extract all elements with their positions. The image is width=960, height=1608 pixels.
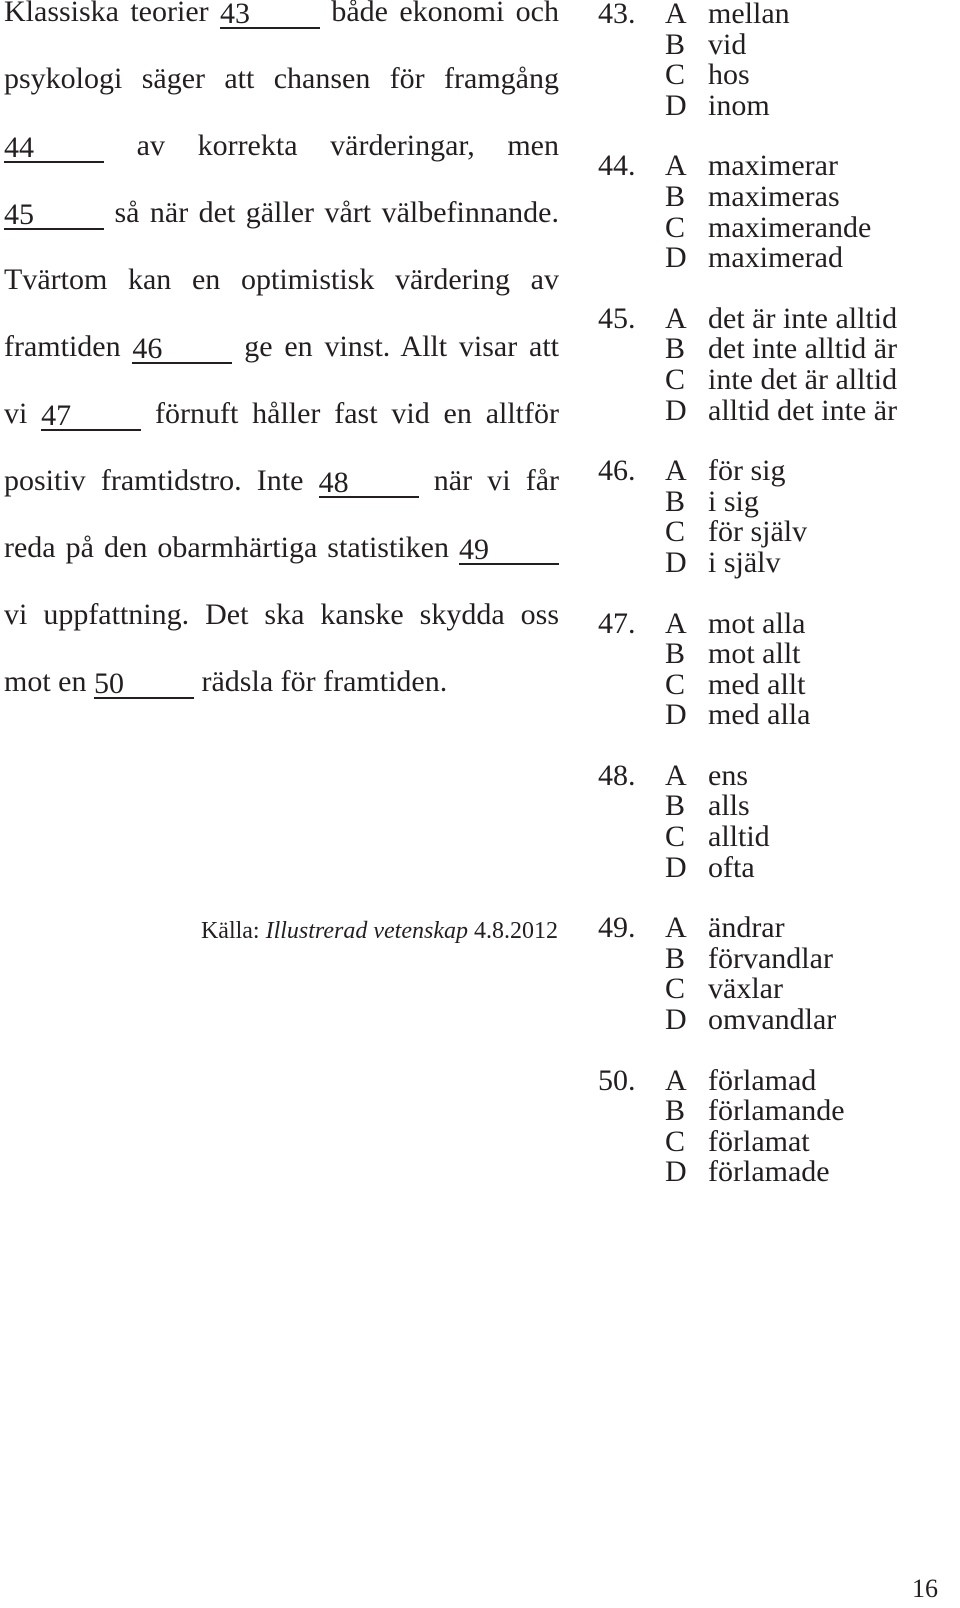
option-text: maximerad bbox=[708, 241, 843, 275]
question-number bbox=[598, 1127, 665, 1158]
answer-option[interactable] bbox=[598, 758, 948, 792]
blank-number: 44 bbox=[4, 131, 34, 164]
question-item bbox=[598, 456, 948, 578]
question-number bbox=[598, 974, 665, 1005]
passage-segment: när vi får reda på den obarmhärtiga statistiken bbox=[4, 464, 559, 564]
answer-option[interactable] bbox=[598, 362, 948, 396]
option-text: omvandlar bbox=[708, 1003, 837, 1037]
question-item bbox=[598, 151, 948, 273]
answer-option[interactable] bbox=[598, 667, 948, 701]
question-number: 50. bbox=[598, 1063, 636, 1097]
source-date: 4.8.2012 bbox=[468, 918, 558, 944]
option-text: mot alla bbox=[708, 606, 806, 640]
question-number bbox=[598, 30, 665, 61]
question-number: 48. bbox=[598, 758, 636, 792]
blank-49[interactable] bbox=[459, 533, 559, 565]
answer-option[interactable] bbox=[598, 179, 948, 213]
passage-segment: både ekonomi och psykologi säger att chansen för framgång bbox=[4, 0, 559, 95]
answer-option[interactable] bbox=[598, 941, 948, 975]
answer-option[interactable] bbox=[598, 0, 948, 30]
option-letter: A bbox=[665, 606, 687, 640]
blank-44[interactable] bbox=[4, 131, 104, 163]
option-text: i själv bbox=[708, 545, 781, 579]
answer-option[interactable] bbox=[598, 850, 948, 884]
answer-option[interactable] bbox=[598, 27, 948, 61]
question-number bbox=[598, 791, 665, 822]
answer-option[interactable] bbox=[598, 210, 948, 244]
question-number bbox=[598, 1005, 665, 1036]
answer-option[interactable] bbox=[598, 974, 948, 1005]
question-number bbox=[598, 670, 665, 701]
option-letter: D bbox=[665, 545, 687, 579]
answer-option[interactable] bbox=[598, 1157, 948, 1188]
passage-segment: av korrekta värderingar, men bbox=[104, 129, 559, 162]
answer-option[interactable] bbox=[598, 791, 948, 822]
option-letter: C bbox=[665, 58, 686, 92]
option-letter: B bbox=[665, 789, 686, 823]
option-text: för själv bbox=[708, 515, 808, 549]
option-letter: C bbox=[665, 667, 686, 701]
question-number bbox=[598, 213, 665, 244]
blank-46[interactable] bbox=[132, 332, 232, 364]
option-text: i sig bbox=[708, 484, 759, 518]
question-item bbox=[598, 606, 948, 732]
answer-option[interactable] bbox=[598, 822, 948, 853]
option-text: mot allt bbox=[708, 637, 801, 671]
option-letter: D bbox=[665, 850, 687, 884]
option-letter: B bbox=[665, 941, 686, 975]
question-number bbox=[598, 60, 665, 91]
question-list bbox=[598, 0, 948, 1218]
question-number bbox=[598, 487, 665, 518]
blank-number: 46 bbox=[132, 332, 163, 365]
option-text: förlamad bbox=[708, 1063, 817, 1097]
option-letter: D bbox=[665, 88, 687, 122]
question-number: 49. bbox=[598, 911, 636, 945]
question-number bbox=[598, 396, 665, 427]
blank-50[interactable] bbox=[94, 667, 194, 699]
blank-number: 50 bbox=[94, 667, 124, 700]
blank-number: 49 bbox=[459, 533, 489, 566]
answer-option[interactable] bbox=[598, 517, 948, 548]
answer-option[interactable] bbox=[598, 393, 948, 427]
blank-number: 43 bbox=[219, 0, 250, 30]
answer-option[interactable] bbox=[598, 606, 948, 640]
option-text: förlamande bbox=[708, 1094, 845, 1128]
blank-47[interactable] bbox=[41, 399, 141, 431]
answer-option[interactable] bbox=[598, 1005, 948, 1036]
option-letter: A bbox=[665, 758, 687, 792]
option-letter: B bbox=[665, 484, 686, 518]
question-item bbox=[598, 301, 948, 427]
passage-text bbox=[4, 0, 559, 715]
blank-43[interactable] bbox=[220, 0, 320, 29]
option-text: förlamade bbox=[708, 1155, 830, 1189]
option-letter: B bbox=[665, 332, 686, 366]
question-item bbox=[598, 913, 948, 1035]
question-number bbox=[598, 1157, 665, 1188]
option-text: det inte alltid är bbox=[708, 332, 898, 366]
option-letter: C bbox=[665, 972, 686, 1006]
option-text: med allt bbox=[708, 667, 806, 701]
option-letter: A bbox=[665, 911, 687, 945]
option-letter: C bbox=[665, 362, 686, 396]
option-letter: B bbox=[665, 1094, 686, 1128]
question-number bbox=[598, 822, 665, 853]
answer-option[interactable] bbox=[598, 1096, 948, 1127]
option-letter: C bbox=[665, 515, 686, 549]
option-text: maximerar bbox=[708, 149, 838, 183]
answer-option[interactable] bbox=[598, 913, 948, 944]
option-text: ändrar bbox=[708, 911, 785, 945]
question-item bbox=[598, 1063, 948, 1189]
passage-segment: så när det gäller vårt välbefinnande. Tvärtom kan en optimistisk värdering av framtiden bbox=[4, 196, 559, 363]
option-text: alltid det inte är bbox=[708, 393, 898, 427]
option-text: mellan bbox=[708, 0, 790, 30]
option-letter: A bbox=[665, 149, 687, 183]
option-letter: C bbox=[665, 210, 686, 244]
blank-number: 47 bbox=[41, 399, 72, 432]
answer-option[interactable] bbox=[598, 456, 948, 487]
option-text: förvandlar bbox=[708, 941, 833, 975]
option-letter: B bbox=[665, 637, 686, 671]
option-text: för sig bbox=[708, 454, 786, 488]
question-number bbox=[598, 182, 665, 213]
question-number bbox=[598, 700, 665, 731]
option-text: inom bbox=[708, 88, 770, 122]
question-number: 44. bbox=[598, 149, 636, 183]
option-text: hos bbox=[708, 58, 750, 92]
source-title: Illustrerad vetenskap bbox=[265, 918, 468, 944]
answer-option[interactable] bbox=[598, 639, 948, 670]
passage-segment: Klassiska teorier bbox=[4, 0, 220, 28]
passage-segment: vi uppfattning. Det ska kanske skydda oss mot en bbox=[4, 598, 559, 698]
answer-option[interactable] bbox=[598, 484, 948, 518]
question-number bbox=[598, 639, 665, 670]
option-letter: D bbox=[665, 698, 687, 732]
question-number bbox=[598, 944, 665, 975]
answer-option[interactable] bbox=[598, 700, 948, 731]
option-text: växlar bbox=[708, 972, 783, 1006]
option-letter: D bbox=[665, 241, 687, 275]
option-letter: B bbox=[665, 27, 686, 61]
option-letter: C bbox=[665, 1124, 686, 1158]
option-letter: A bbox=[665, 301, 687, 335]
question-item bbox=[598, 758, 948, 884]
answer-option[interactable] bbox=[598, 60, 948, 91]
option-letter: D bbox=[665, 393, 687, 427]
passage-segment: rädsla för framtiden. bbox=[194, 665, 448, 698]
answer-option[interactable] bbox=[598, 1063, 948, 1097]
option-text: inte det är alltid bbox=[708, 362, 898, 396]
option-text: alltid bbox=[708, 820, 770, 854]
blank-number: 45 bbox=[4, 198, 34, 231]
option-text: ofta bbox=[708, 850, 755, 884]
option-letter: D bbox=[665, 1155, 687, 1189]
option-text: maximeras bbox=[708, 179, 840, 213]
answer-option[interactable] bbox=[598, 301, 948, 335]
question-number bbox=[598, 365, 665, 396]
answer-option[interactable] bbox=[598, 334, 948, 365]
blank-number: 48 bbox=[318, 466, 349, 499]
question-number: 47. bbox=[598, 606, 636, 640]
option-text: maximerande bbox=[708, 210, 872, 244]
question-number bbox=[598, 243, 665, 274]
answer-option[interactable] bbox=[598, 151, 948, 182]
option-text: ens bbox=[708, 758, 748, 792]
question-number bbox=[598, 548, 665, 579]
question-number bbox=[598, 1096, 665, 1127]
source-prefix: Källa: bbox=[200, 918, 266, 944]
answer-option[interactable] bbox=[598, 243, 948, 274]
answer-option[interactable] bbox=[598, 545, 948, 579]
question-number: 46. bbox=[598, 454, 636, 488]
question-number: 43. bbox=[598, 0, 636, 30]
question-number bbox=[598, 853, 665, 884]
option-text: det är inte alltid bbox=[708, 301, 898, 335]
page-number: 16 bbox=[912, 1574, 938, 1603]
option-text: alls bbox=[708, 789, 750, 823]
question-item bbox=[598, 0, 948, 121]
option-letter: C bbox=[665, 820, 686, 854]
option-letter: A bbox=[665, 1063, 687, 1097]
option-text: förlamat bbox=[708, 1124, 810, 1158]
passage-segment: ge en vinst. Allt visar att vi bbox=[4, 330, 559, 430]
option-text: vid bbox=[708, 27, 747, 61]
answer-option[interactable] bbox=[598, 1124, 948, 1158]
option-letter: B bbox=[665, 179, 686, 213]
question-number bbox=[598, 91, 665, 122]
option-letter: A bbox=[665, 0, 687, 30]
question-number bbox=[598, 334, 665, 365]
source-citation bbox=[201, 917, 558, 945]
option-letter: D bbox=[665, 1003, 687, 1037]
question-number: 45. bbox=[598, 301, 636, 335]
blank-45[interactable] bbox=[4, 198, 104, 230]
option-letter: A bbox=[665, 454, 687, 488]
question-number bbox=[598, 517, 665, 548]
passage-segment: förnuft håller fast vid en alltför positiv framtidstro. Inte bbox=[4, 397, 559, 497]
answer-option[interactable] bbox=[598, 88, 948, 122]
blank-48[interactable] bbox=[319, 466, 419, 498]
option-text: med alla bbox=[708, 698, 811, 732]
